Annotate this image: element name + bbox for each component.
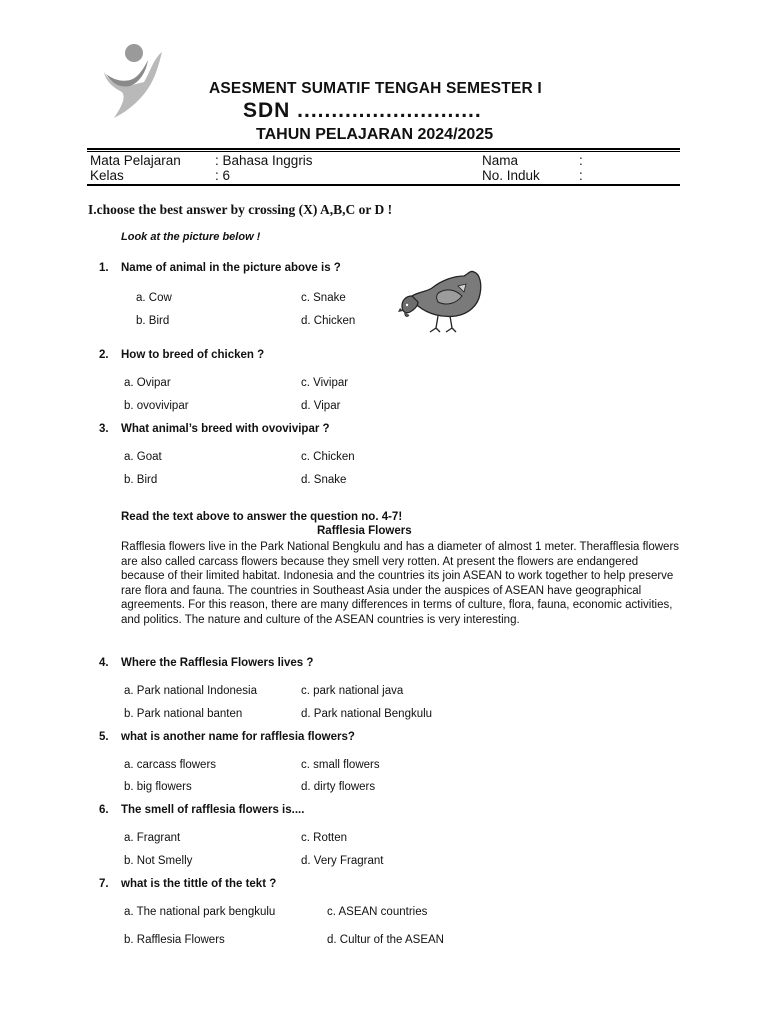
id-value: : — [579, 168, 583, 183]
question-number: 5. — [99, 731, 109, 743]
question-number: 4. — [99, 657, 109, 669]
question-text: The smell of rafflesia flowers is.... — [121, 804, 305, 816]
question-3 — [99, 423, 330, 435]
q4-option-c[interactable]: c. park national java — [301, 685, 404, 697]
q7-option-d[interactable]: d. Cultur of the ASEAN — [327, 934, 444, 946]
chicken-picture-icon — [398, 266, 484, 336]
q2-option-b[interactable]: b. ovovivipar — [124, 400, 189, 412]
question-text: How to breed of chicken ? — [121, 349, 265, 361]
header-rule-bottom — [87, 184, 680, 186]
class-label: Kelas — [90, 168, 124, 183]
question-number: 2. — [99, 349, 109, 361]
subject-value: : Bahasa Inggris — [215, 153, 313, 168]
name-value: : — [579, 153, 583, 168]
q2-option-d[interactable]: d. Vipar — [301, 400, 341, 412]
class-value: : 6 — [215, 168, 231, 183]
section-number: I. — [88, 202, 97, 217]
q1-option-d[interactable]: d. Chicken — [301, 315, 356, 327]
question-number: 1. — [99, 262, 109, 274]
q6-option-c[interactable]: c. Rotten — [301, 832, 348, 844]
q7-option-b[interactable]: b. Rafflesia Flowers — [124, 934, 225, 946]
q5-option-b[interactable]: b. big flowers — [124, 781, 192, 793]
id-label: No. Induk — [482, 168, 540, 183]
q6-option-d[interactable]: d. Very Fragrant — [301, 855, 384, 867]
section-heading — [88, 202, 392, 218]
school-name: SDN ........................... — [243, 99, 482, 122]
question-1 — [99, 262, 341, 274]
q7-option-c[interactable]: c. ASEAN countries — [327, 906, 428, 918]
q3-option-d[interactable]: d. Snake — [301, 474, 347, 486]
section-instruction: choose the best answer by crossing (X) A,B,C or D ! — [96, 202, 393, 217]
question-text: what is the tittle of the tekt ? — [121, 878, 277, 890]
q4-option-a[interactable]: a. Park national Indonesia — [124, 685, 257, 697]
question-text: What animal’s breed with ovovivipar ? — [121, 423, 330, 435]
question-4 — [99, 657, 314, 669]
look-instruction: Look at the picture below ! — [121, 231, 261, 243]
q5-option-a[interactable]: a. carcass flowers — [124, 759, 217, 771]
q1-option-b[interactable]: b. Bird — [136, 315, 170, 327]
q3-option-c[interactable]: c. Chicken — [301, 451, 355, 463]
question-2 — [99, 349, 265, 361]
question-number: 7. — [99, 878, 109, 890]
q6-option-a[interactable]: a. Fragrant — [124, 832, 181, 844]
q6-option-b[interactable]: b. Not Smelly — [124, 855, 193, 867]
name-label: Nama — [482, 153, 519, 168]
q5-option-d[interactable]: d. dirty flowers — [301, 781, 376, 793]
question-6 — [99, 804, 305, 816]
school-logo-icon — [100, 42, 172, 122]
question-text: what is another name for rafflesia flowers? — [121, 731, 355, 743]
q3-option-a[interactable]: a. Goat — [124, 451, 162, 463]
passage-title: Rafflesia Flowers — [317, 525, 412, 537]
q5-option-c[interactable]: c. small flowers — [301, 759, 380, 771]
subject-label: Mata Pelajaran — [90, 153, 181, 168]
q4-option-d[interactable]: d. Park national Bengkulu — [301, 708, 433, 720]
question-text: Name of animal in the picture above is ? — [121, 262, 341, 274]
q4-option-b[interactable]: b. Park national banten — [124, 708, 243, 720]
school-year: TAHUN PELAJARAN 2024/2025 — [256, 126, 494, 143]
exam-title: ASESMENT SUMATIF TENGAH SEMESTER I — [209, 80, 542, 97]
q1-option-c[interactable]: c. Snake — [301, 292, 346, 304]
header-rule-top — [87, 148, 680, 150]
q1-option-a[interactable]: a. Cow — [136, 292, 172, 304]
question-7 — [99, 878, 277, 890]
header-rule-top-thin — [87, 151, 680, 152]
q7-option-a[interactable]: a. The national park bengkulu — [124, 906, 276, 918]
q2-option-a[interactable]: a. Ovipar — [124, 377, 171, 389]
passage-text: Rafflesia flowers live in the Park National Bengkulu and has a diameter of almost 1 meter. Therafflesia flowers are also called carcass flowers because they smell very rotten. At present the flowers are endangered because of their limited habitat. Indonesia and the countries its join ASEAN to work together to help preserve rare flora and fauna. The countries in Southeast Asia under the auspices of ASEAN have geographical agreements. For this reason, there are many differences in terms of culture, flora, fauna, economic activities, and politics. The nature and culture of the ASEAN countries is very interesting. — [121, 541, 680, 626]
read-instruction: Read the text above to answer the question no. 4-7! — [121, 511, 403, 523]
q3-option-b[interactable]: b. Bird — [124, 474, 158, 486]
question-number: 3. — [99, 423, 109, 435]
question-text: Where the Rafflesia Flowers lives ? — [121, 657, 314, 669]
question-number: 6. — [99, 804, 109, 816]
q2-option-c[interactable]: c. Vivipar — [301, 377, 349, 389]
question-5 — [99, 731, 355, 743]
